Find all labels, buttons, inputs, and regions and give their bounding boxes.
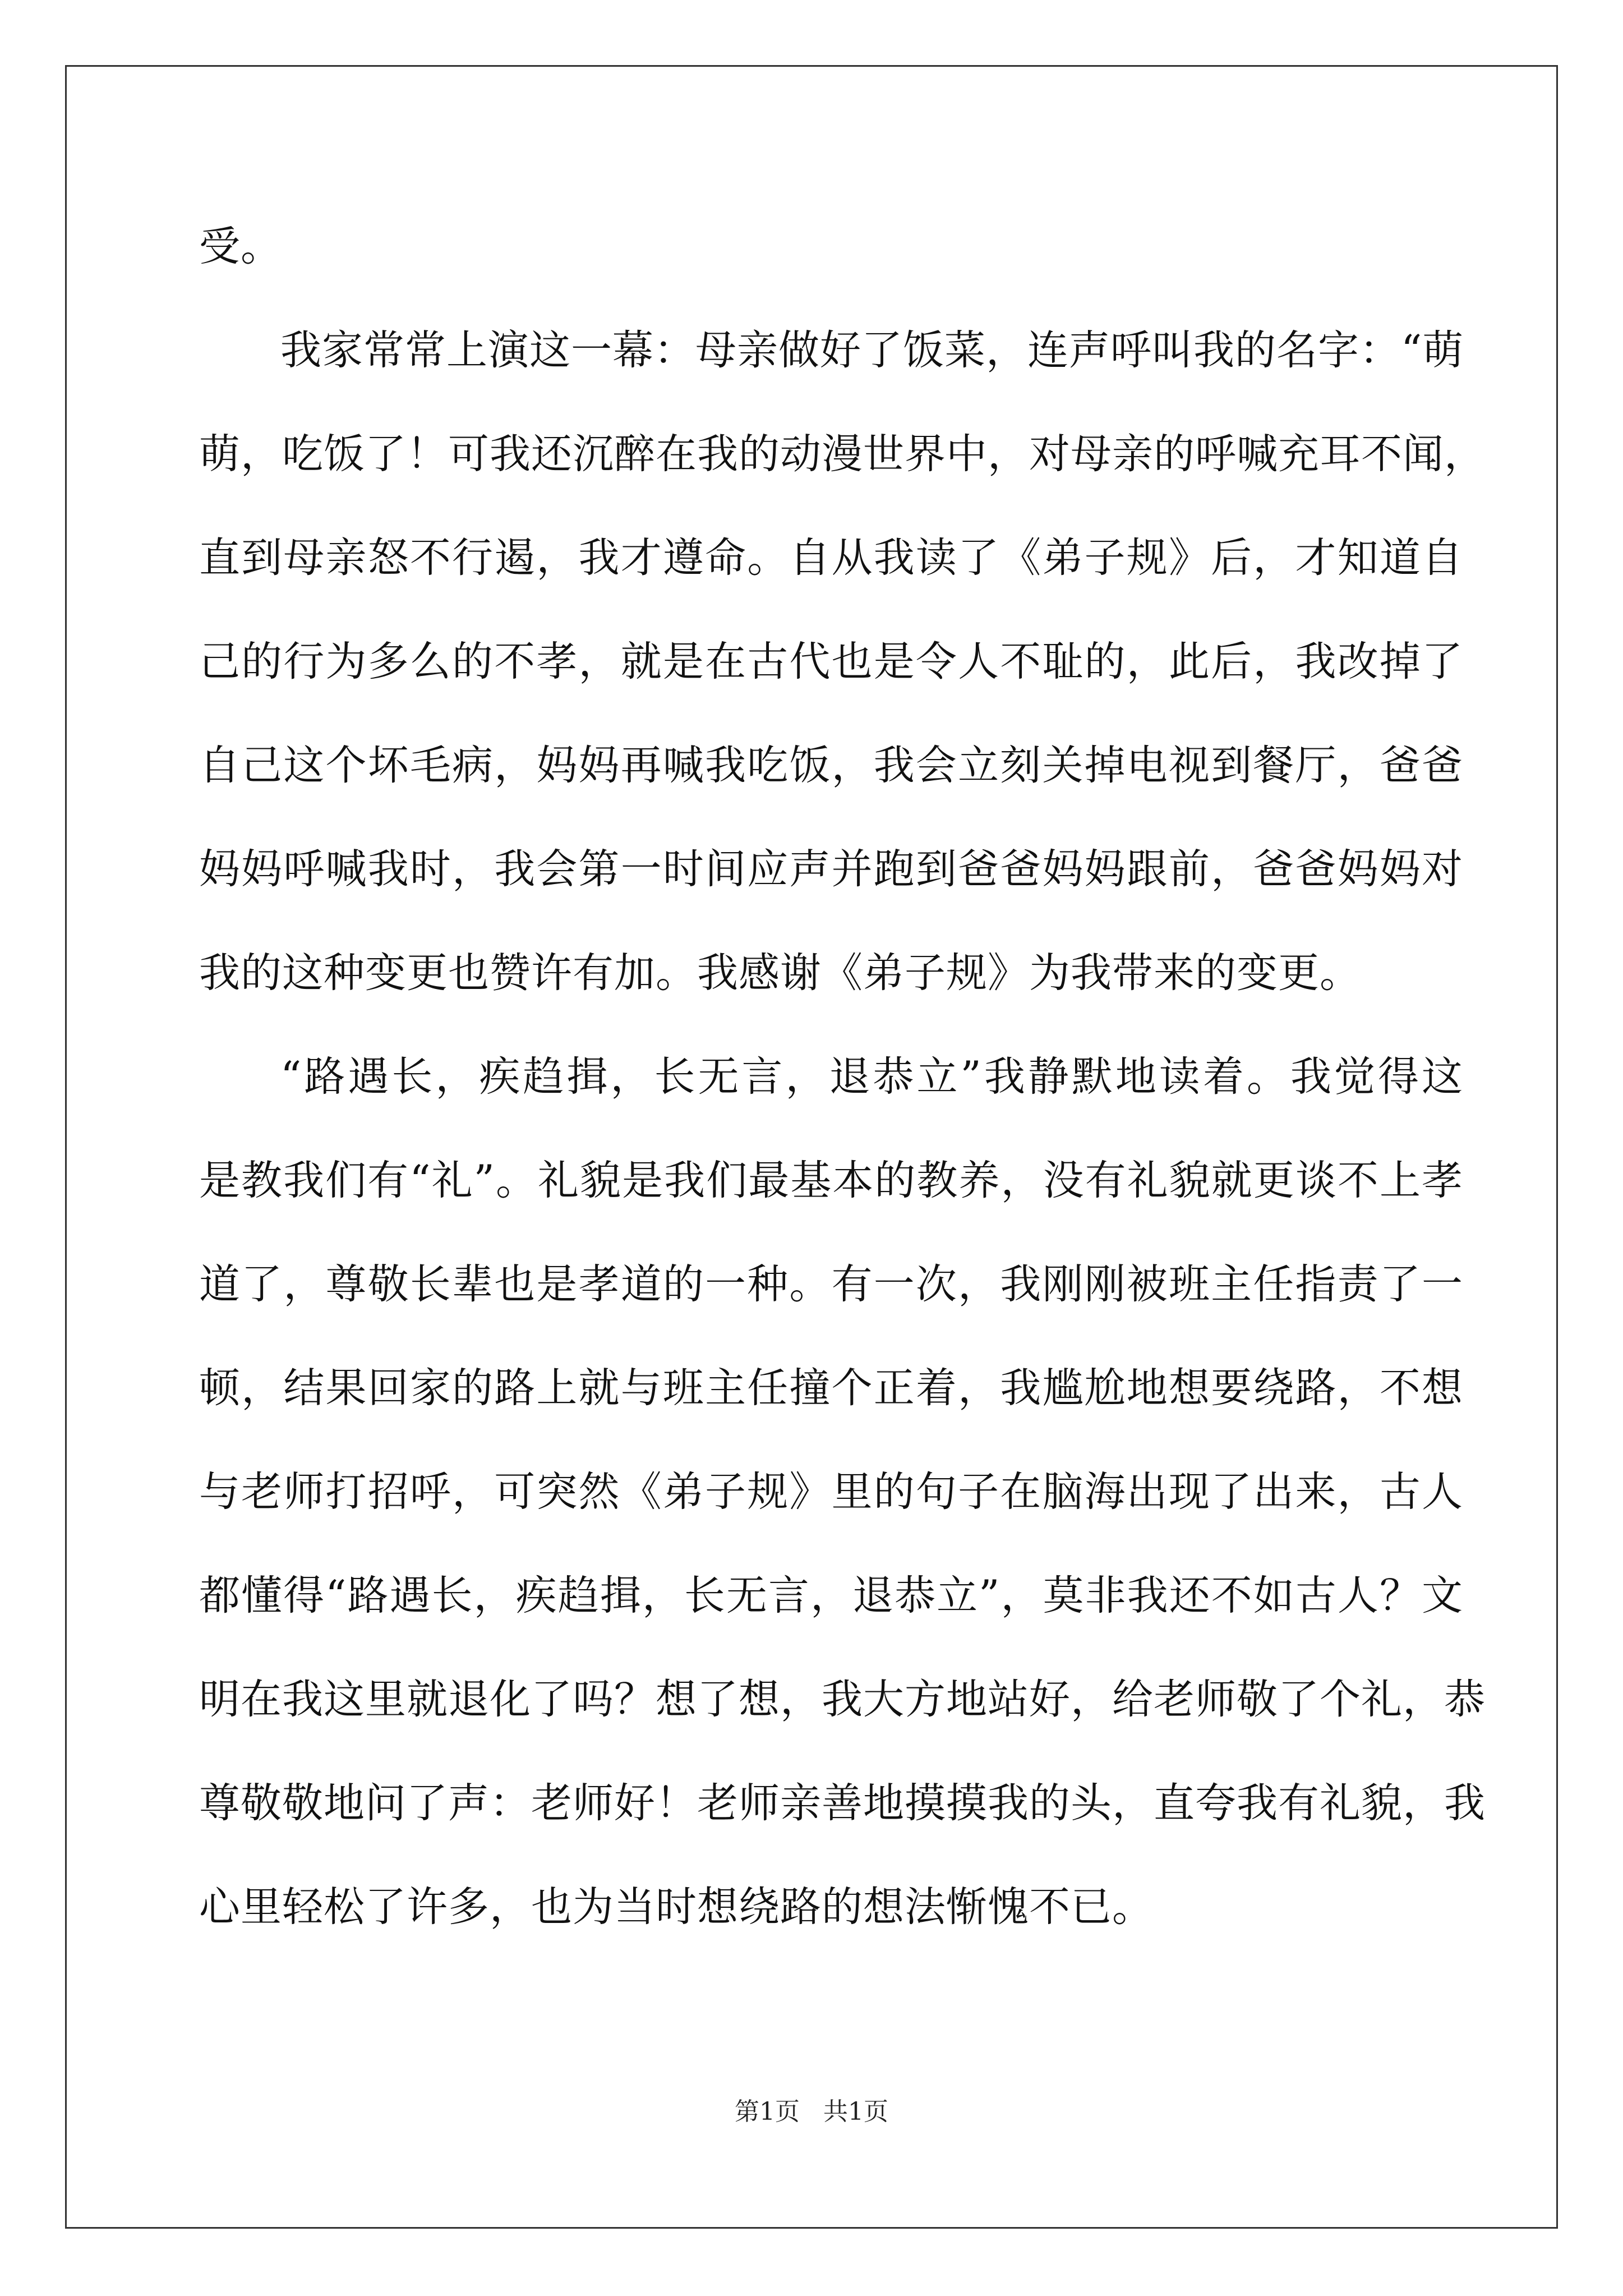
text-line: 与老师打招呼，可突然《弟子规》里的句子在脑海出现了出来，古人	[199, 1468, 1463, 1516]
paragraph-start-line: 我家常常上演这一幕：母亲做好了饭菜，连声呼叫我的名字：“萌	[280, 326, 1464, 374]
text-line: 萌，吃饭了！可我还沉醉在我的动漫世界中，对母亲的呼喊充耳不闻，	[199, 430, 1486, 478]
text-line: 妈妈呼喊我时，我会第一时间应声并跑到爸爸妈妈跟前，爸爸妈妈对	[199, 845, 1463, 893]
text-line: 尊敬敬地问了声：老师好！老师亲善地摸摸我的头，直夸我有礼貌，我	[199, 1779, 1486, 1827]
text-line: 直到母亲怒不行遏，我才遵命。自从我读了《弟子规》后，才知道自	[199, 534, 1463, 582]
paragraph-start-line: “路遇长，疾趋揖，长无言，退恭立”我静默地读着。我觉得这	[280, 1053, 1463, 1101]
text-line: 心里轻松了许多，也为当时想绕路的想法惭愧不已。	[199, 1883, 1154, 1931]
text-line: 是教我们有“礼”。礼貌是我们最基本的教养，没有礼貌就更谈不上孝	[199, 1157, 1463, 1204]
page-total: 共1页	[823, 2097, 888, 2126]
text-line: 己的行为多么的不孝，就是在古代也是令人不耻的，此后，我改掉了	[199, 638, 1463, 685]
text-line: 受。	[199, 223, 282, 270]
text-line: 顿，结果回家的路上就与班主任撞个正着，我尴尬地想要绕路，不想	[199, 1364, 1463, 1412]
text-line: 明在我这里就退化了吗？想了想，我大方地站好，给老师敬了个礼，恭	[199, 1676, 1486, 1723]
text-line: 道了，尊敬长辈也是孝道的一种。有一次，我刚刚被班主任指责了一	[199, 1260, 1463, 1308]
page-footer	[0, 2095, 1623, 2129]
page-number: 第1页	[735, 2097, 800, 2126]
text-line: 我的这种变更也赞许有加。我感谢《弟子规》为我带来的变更。	[199, 949, 1361, 997]
text-line: 自己这个坏毛病，妈妈再喊我吃饭，我会立刻关掉电视到餐厅，爸爸	[199, 742, 1463, 789]
text-line: 都懂得“路遇长，疾趋揖，长无言，退恭立”，莫非我还不如古人？文	[199, 1572, 1463, 1619]
